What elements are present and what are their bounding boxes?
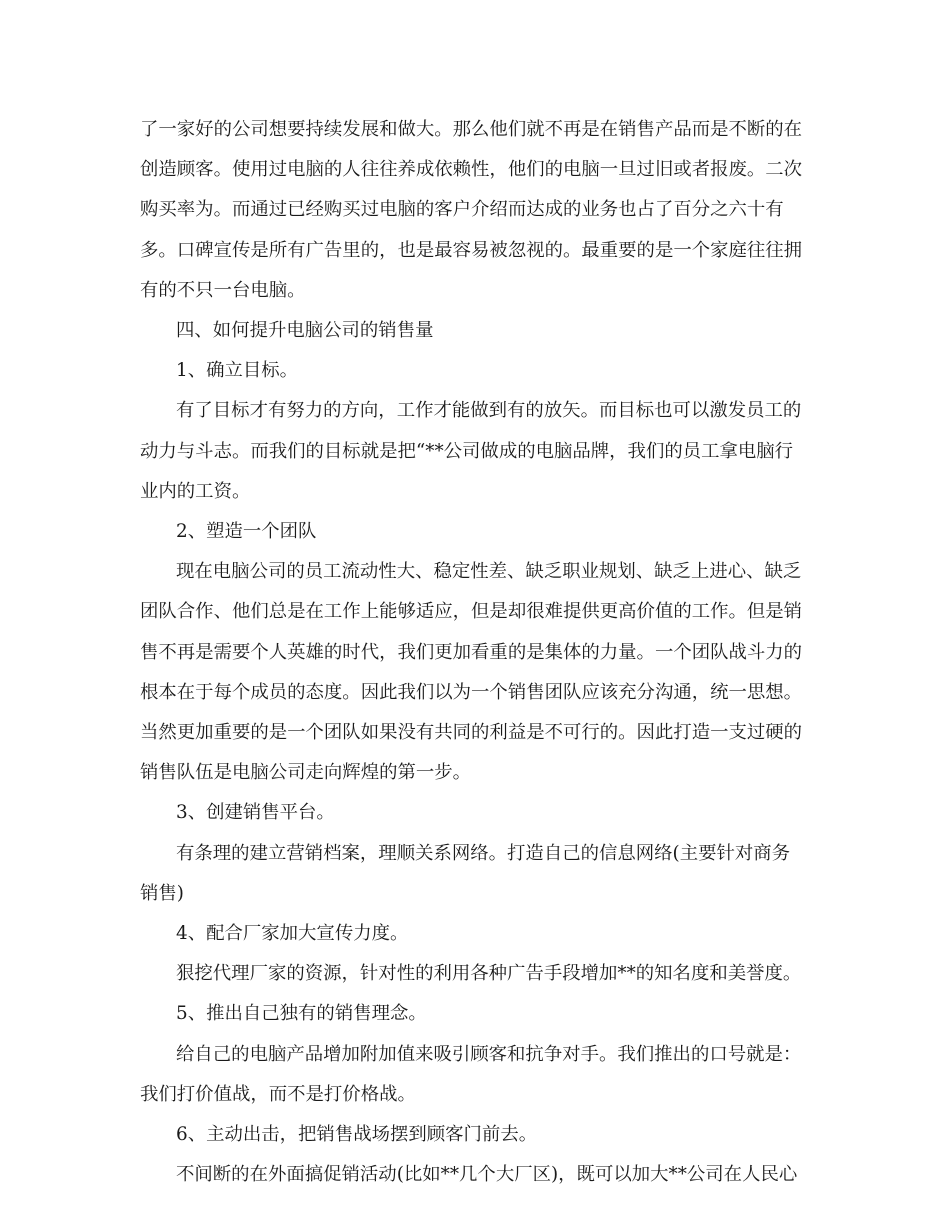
subheading-6: 6、主动出击，把销售战场摆到顾客门前去。	[176, 1124, 538, 1146]
subheading-5: 5、推出自己独有的销售理念。	[176, 1003, 427, 1025]
subheading-4: 4、配合厂家加大宣传力度。	[176, 923, 409, 945]
paragraph-team-line1: 现在电脑公司的员工流动性大、稳定性差、缺乏职业规划、缺乏上进心、缺乏	[176, 561, 802, 583]
paragraph-team-rest: 团队合作、他们总是在工作上能够适应，但是却很难提供更高价值的工作。但是销 售不再是需要个人英雄的时代，我们更加看重的是集体的力量。一个团队战斗力的 根本在于每个成员的态度。因此我们以为一个销售团队应该充分沟通，统一思想。 当然更加重要的是一个团队如果没有共同的利益是不可行的。因此打造一支过硬的 销售队伍是电脑公司走向辉煌的第一步。	[140, 601, 803, 784]
subheading-2: 2、塑造一个团队	[176, 521, 317, 543]
subheading-3: 3、创建销售平台。	[176, 802, 335, 824]
paragraph-goal-rest: 动力与斗志。而我们的目标就是把“**公司做成的电脑品牌，我们的员工拿电脑行 业内的工资。	[140, 440, 794, 502]
paragraph-intro-continued: 了一家好的公司想要持续发展和做大。那么他们就不再是在销售产品而是不断的在 创造顾客。使用过电脑的人往往养成依赖性，他们的电脑一旦过旧或者报废。二次 购买率为。而通过已经购买过电脑的客户介绍而达成的业务也占了百分之六十有 多。口碑宣传是所有广告里的，也是最容易被忽视的。最重要的是一个家庭往往拥 有的不只一台电脑。	[140, 119, 803, 301]
paragraph-goal-line1: 有了目标才有努力的方向，工作才能做到有的放矢。而目标也可以激发员工的	[176, 400, 802, 422]
subheading-1: 1、确立目标。	[176, 360, 299, 382]
paragraph-platform-rest: 销售)	[140, 882, 184, 904]
paragraph-platform-line1: 有条理的建立营销档案，理顺关系网络。打造自己的信息网络(主要针对商务	[176, 842, 791, 864]
document-body	[140, 110, 812, 1195]
paragraph-concept-line1: 给自己的电脑产品增加附加值来吸引顾客和抗争对手。我们推出的口号就是：	[176, 1043, 802, 1065]
paragraph-concept-rest: 我们打价值战，而不是打价格战。	[140, 1083, 416, 1105]
paragraph-promotion: 狠挖代理厂家的资源，针对性的利用各种广告手段增加**的知名度和美誉度。	[176, 963, 802, 985]
paragraph-outreach: 不间断的在外面搞促销活动(比如**几个大厂区)，既可以加大**公司在人民心	[176, 1164, 798, 1186]
section-heading-4: 四、如何提升电脑公司的销售量	[176, 320, 434, 342]
